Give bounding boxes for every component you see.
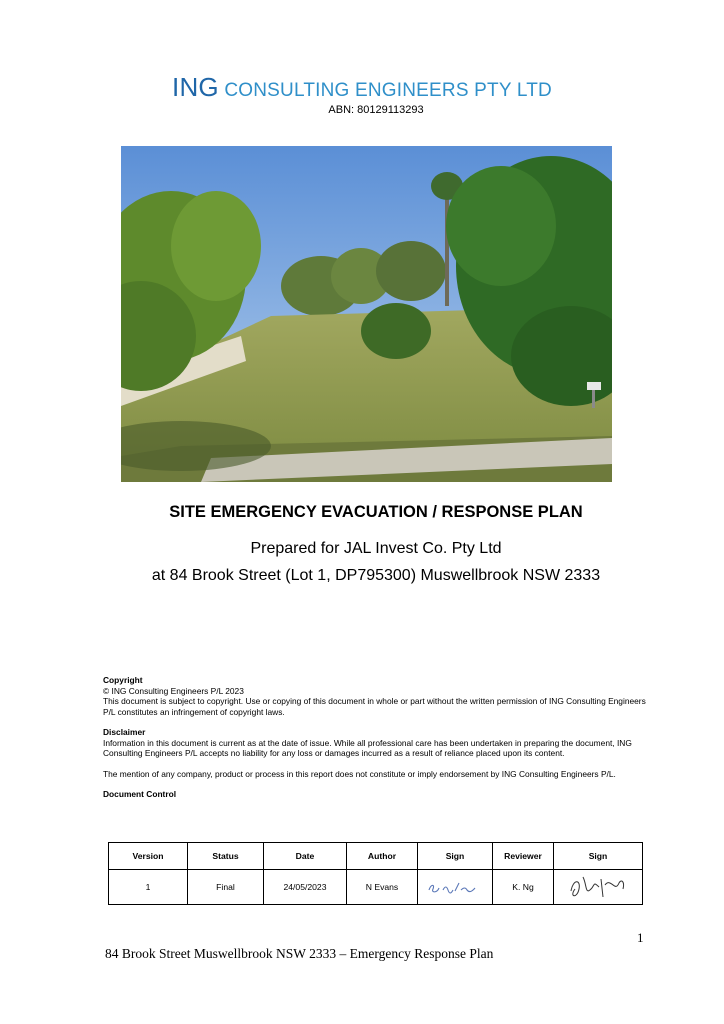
cell-version: 1	[109, 870, 188, 905]
page-footer: 84 Brook Street Muswellbrook NSW 2333 – Emergency Response Plan	[105, 946, 494, 961]
site-address: at 84 Brook Street (Lot 1, DP795300) Muswellbrook NSW 2333	[151, 567, 601, 584]
copyright-line: © ING Consulting Engineers P/L 2023	[103, 685, 244, 696]
col-status: Status	[188, 843, 264, 870]
col-author: Author	[347, 843, 418, 870]
col-sign: Sign	[418, 843, 493, 870]
abn: ABN: 80129113293	[328, 104, 424, 116]
cell-reviewer-signature	[554, 870, 643, 905]
disclaimer-heading: Disclaimer	[103, 727, 146, 737]
cell-status: Final	[188, 870, 264, 905]
company-name-rest: CONSULTING ENGINEERS PTY LTD	[224, 80, 552, 101]
copyright-heading: Copyright	[103, 675, 143, 685]
col-reviewer: Reviewer	[493, 843, 554, 870]
document-title: SITE EMERGENCY EVACUATION / RESPONSE PLAN	[169, 503, 583, 521]
col-sign-reviewer: Sign	[554, 843, 643, 870]
col-version: Version	[109, 843, 188, 870]
col-date: Date	[264, 843, 347, 870]
site-photo	[121, 146, 612, 482]
copyright-body: This document is subject to copyright. Use or copying of this document in whole or part without the written permission of ING Consulting Engineers P/L constitutes an infringement of copyright laws.	[103, 696, 646, 717]
disclaimer-body: Information in this document is current as at the date of issue. While all professional care has been undertaken in preparing the document, ING Consulting Engineers P/L accepts no liability for any loss or damages incurred as a result of reliance placed upon its content.	[103, 737, 632, 758]
table-row	[109, 870, 643, 905]
document-control-heading: Document Control	[103, 789, 177, 799]
cell-author: N Evans	[347, 870, 418, 905]
legal-notes	[103, 675, 648, 800]
author-signature-icon	[425, 876, 485, 898]
endorsement-note: The mention of any company, product or process in this report does not constitute or imply endorsement by ING Consulting Engineers P/L.	[103, 768, 616, 779]
document-control-table	[108, 842, 643, 905]
cell-author-signature	[418, 870, 493, 905]
cell-date: 24/05/2023	[264, 870, 347, 905]
page-number: 1	[637, 930, 644, 945]
table-header-row	[109, 843, 643, 870]
reviewer-signature-icon	[563, 871, 633, 903]
prepared-for: Prepared for JAL Invest Co. Pty Ltd	[250, 540, 502, 557]
cell-reviewer: K. Ng	[493, 870, 554, 905]
company-prefix: ING	[172, 72, 219, 102]
company-name	[0, 72, 724, 103]
